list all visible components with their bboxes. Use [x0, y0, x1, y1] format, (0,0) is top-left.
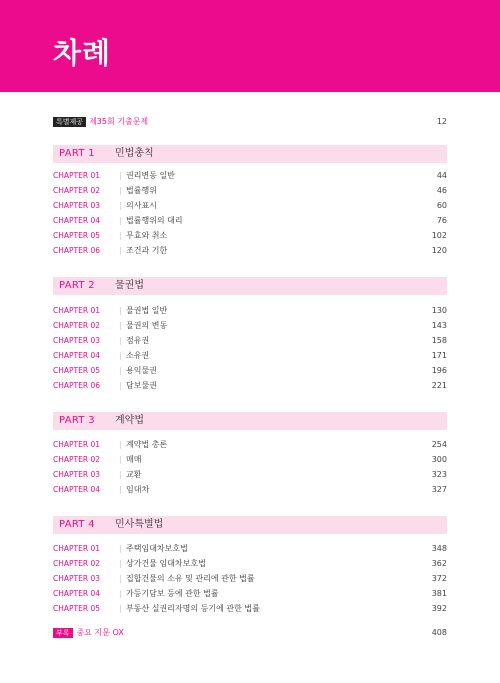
- chapter-separator: |: [119, 455, 122, 464]
- page-number: 362: [431, 559, 447, 568]
- chapter-label: CHAPTER 03: [53, 336, 100, 345]
- page-number: 221: [431, 381, 447, 390]
- chapter-separator: |: [119, 559, 122, 568]
- chapter-label: CHAPTER 02: [53, 455, 100, 464]
- part-label: PART 2: [59, 280, 95, 291]
- chapter-row[interactable]: [53, 364, 447, 378]
- page-number: 158: [431, 336, 447, 345]
- page-title: 차례: [53, 36, 112, 70]
- page-number: 323: [431, 470, 447, 479]
- chapter-title: 임대차: [126, 485, 150, 494]
- chapter-label: CHAPTER 01: [53, 306, 100, 315]
- chapter-separator: |: [119, 470, 122, 479]
- part-1-header[interactable]: [53, 145, 447, 163]
- page-number: 300: [431, 455, 447, 464]
- page-number: 254: [431, 440, 447, 449]
- chapter-label: CHAPTER 05: [53, 604, 100, 613]
- chapter-title: 물권의 변동: [126, 321, 168, 330]
- chapter-title: 집합건물의 소유 및 관리에 관한 법률: [126, 574, 255, 583]
- chapter-title: 상가건물 임대차보호법: [126, 559, 206, 568]
- page-number: 196: [431, 366, 447, 375]
- chapter-separator: |: [119, 216, 122, 225]
- chapter-row[interactable]: [53, 468, 447, 482]
- chapter-row[interactable]: [53, 199, 447, 213]
- chapter-label: CHAPTER 03: [53, 201, 100, 210]
- chapter-label: CHAPTER 04: [53, 589, 100, 598]
- page-number: 392: [431, 604, 447, 613]
- chapter-separator: |: [119, 306, 122, 315]
- chapter-separator: |: [119, 589, 122, 598]
- chapter-separator: |: [119, 381, 122, 390]
- page-number: 120: [431, 246, 447, 255]
- chapter-title: 법률행위의 대리: [126, 216, 183, 225]
- chapter-separator: |: [119, 574, 122, 583]
- chapter-separator: |: [119, 321, 122, 330]
- part-2-header[interactable]: [53, 277, 447, 295]
- chapter-label: CHAPTER 05: [53, 231, 100, 240]
- page-number: 76: [436, 216, 447, 225]
- chapter-row[interactable]: [53, 229, 447, 243]
- chapter-title: 조건과 기한: [126, 246, 168, 255]
- page-number: 46: [436, 186, 447, 195]
- page-number: 372: [431, 574, 447, 583]
- part-label: PART 4: [59, 519, 95, 530]
- chapter-separator: |: [119, 201, 122, 210]
- page-number: 102: [431, 231, 447, 240]
- chapter-label: CHAPTER 04: [53, 485, 100, 494]
- chapter-title: 부동산 실권리자명의 등기에 관한 법률: [126, 604, 260, 613]
- page-number: 348: [431, 544, 447, 553]
- chapter-separator: |: [119, 336, 122, 345]
- chapter-title: 교환: [126, 470, 142, 479]
- chapter-separator: |: [119, 231, 122, 240]
- chapter-separator: |: [119, 351, 122, 360]
- chapter-title: 매매: [126, 455, 142, 464]
- chapter-title: 가등기담보 등에 관한 법률: [126, 589, 219, 598]
- chapter-title: 용익물권: [126, 366, 157, 375]
- chapter-label: CHAPTER 04: [53, 351, 100, 360]
- chapter-separator: |: [119, 440, 122, 449]
- chapter-row[interactable]: [53, 304, 447, 318]
- chapter-title: 물권법 일반: [126, 306, 168, 315]
- chapter-separator: |: [119, 186, 122, 195]
- page-number: 143: [431, 321, 447, 330]
- chapter-title: 무효와 취소: [126, 231, 168, 240]
- chapter-row[interactable]: [53, 542, 447, 556]
- appendix-title: 중요 지문 OX: [76, 628, 124, 637]
- chapter-row[interactable]: [53, 483, 447, 497]
- page-number: 408: [431, 628, 447, 637]
- page-number: 171: [431, 351, 447, 360]
- chapter-row[interactable]: [53, 169, 447, 183]
- chapter-row[interactable]: [53, 184, 447, 198]
- part-title: 민법총칙: [115, 148, 154, 159]
- chapter-label: CHAPTER 03: [53, 470, 100, 479]
- chapter-separator: |: [119, 366, 122, 375]
- part-title: 물권법: [115, 280, 144, 291]
- part-title: 계약법: [115, 415, 144, 426]
- chapter-row[interactable]: [53, 602, 447, 616]
- chapter-separator: |: [119, 544, 122, 553]
- chapter-row[interactable]: [53, 453, 447, 467]
- page-number: 44: [436, 171, 447, 180]
- chapter-title: 계약법 총론: [126, 440, 168, 449]
- page-number: 327: [431, 485, 447, 494]
- chapter-label: CHAPTER 01: [53, 544, 100, 553]
- appendix-badge: 부록: [53, 628, 73, 638]
- chapter-label: CHAPTER 01: [53, 440, 100, 449]
- chapter-title: 주택임대차보호법: [126, 544, 188, 553]
- chapter-label: CHAPTER 03: [53, 574, 100, 583]
- special-badge: 특별제공: [53, 117, 86, 127]
- chapter-separator: |: [119, 604, 122, 613]
- part-title: 민사특별법: [115, 519, 164, 530]
- part-label: PART 1: [59, 148, 95, 159]
- page-number: 381: [431, 589, 447, 598]
- chapter-title: 권리변동 일반: [126, 171, 175, 180]
- chapter-row[interactable]: [53, 349, 447, 363]
- page-number: 130: [431, 306, 447, 315]
- special-title: 제35회 기출문제: [89, 117, 149, 126]
- chapter-title: 담보물권: [126, 381, 157, 390]
- chapter-title: 소유권: [126, 351, 150, 360]
- chapter-row[interactable]: [53, 587, 447, 601]
- chapter-row[interactable]: [53, 572, 447, 586]
- chapter-title: 의사표시: [126, 201, 157, 210]
- chapter-row[interactable]: [53, 438, 447, 452]
- chapter-label: CHAPTER 02: [53, 559, 100, 568]
- appendix-entry[interactable]: [53, 626, 447, 640]
- part-4-header[interactable]: [53, 516, 447, 534]
- page-number: 60: [436, 201, 447, 210]
- chapter-label: CHAPTER 05: [53, 366, 100, 375]
- chapter-title: 법률행위: [126, 186, 157, 195]
- part-3-header[interactable]: [53, 412, 447, 430]
- chapter-label: CHAPTER 02: [53, 186, 100, 195]
- chapter-label: CHAPTER 06: [53, 246, 100, 255]
- part-label: PART 3: [59, 415, 95, 426]
- chapter-row[interactable]: [53, 334, 447, 348]
- chapter-row[interactable]: [53, 244, 447, 258]
- chapter-separator: |: [119, 246, 122, 255]
- chapter-label: CHAPTER 04: [53, 216, 100, 225]
- chapter-label: CHAPTER 02: [53, 321, 100, 330]
- chapter-label: CHAPTER 06: [53, 381, 100, 390]
- chapter-row[interactable]: [53, 214, 447, 228]
- chapter-row[interactable]: [53, 379, 447, 393]
- chapter-title: 점유권: [126, 336, 150, 345]
- chapter-row[interactable]: [53, 557, 447, 571]
- chapter-label: CHAPTER 01: [53, 171, 100, 180]
- chapter-separator: |: [119, 485, 122, 494]
- chapter-separator: |: [119, 171, 122, 180]
- header-banner: [0, 0, 500, 92]
- special-entry[interactable]: [53, 115, 447, 129]
- page-number: 12: [436, 117, 447, 126]
- chapter-row[interactable]: [53, 319, 447, 333]
